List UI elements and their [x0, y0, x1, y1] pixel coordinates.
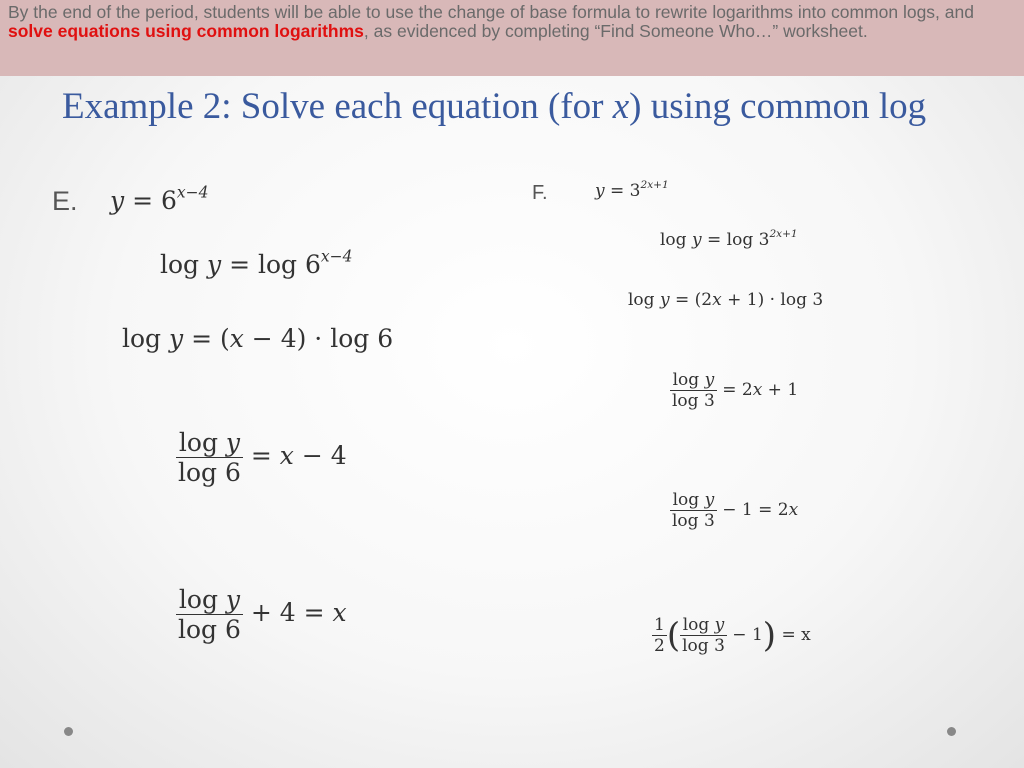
problem-f-step-2: log y = (2x + 1) · log 3: [628, 290, 824, 310]
objective-highlight: solve equations using common logarithms: [8, 21, 364, 41]
problem-f-label: F.: [532, 182, 548, 204]
objective-banner: [0, 0, 1024, 76]
problem-e-step-2: log y = (x − 4) · log 6: [122, 324, 394, 353]
fraction: $\frac{\text{log y}}{\log 6}$: [178, 585, 241, 644]
bullet-dot-right: [947, 727, 956, 736]
problem-f-given: $y = 3^{2x+1}$: [595, 179, 669, 201]
slide-title: [62, 84, 962, 130]
bullet-dot-left: [64, 727, 73, 736]
problem-e-given: $y = 6^{x-4}$: [110, 183, 209, 215]
title-text: Example 2: Solve each equation (for: [62, 86, 613, 127]
problem-e-step-4: $\frac{\text{log y}}{\log 6}$ + 4 = x: [178, 585, 347, 644]
fraction: $\frac{\text{log y}}{\log 6}$: [178, 428, 241, 487]
title-text-end: ) using common log: [629, 86, 927, 127]
problem-e-step-1: $\log y = \log 6^{x-4}$: [160, 247, 353, 279]
problem-f-step-3: $\frac{\text{log y}}{\log 3}$ = 2x + 1: [672, 370, 799, 411]
objective-text-end: , as evidenced by completing “Find Someone Who…” worksheet.: [363, 21, 868, 41]
objective-text: By the end of the period, students will be able to use the change of base formula to rewrite logarithms into common logs, and: [8, 2, 974, 22]
title-variable: x: [612, 86, 630, 127]
problem-f-step-5: $\frac{1}{2}$ ( $\frac{\text{log y}}{\log 3}$ − 1) = x: [654, 615, 811, 656]
problem-e-label: E.: [52, 186, 78, 216]
problem-e-step-3: $\frac{\text{log y}}{\log 6}$ = x − 4: [178, 428, 347, 487]
fraction-half: $\frac{1}{2}$: [654, 615, 665, 656]
fraction: $\frac{\text{log y}}{\log 3}$: [672, 370, 715, 411]
problem-f-step-1: $\log y = \log 3^{2x+1}$: [660, 228, 798, 250]
fraction: $\frac{\text{log y}}{\log 3}$: [672, 490, 715, 531]
problem-f-step-4: $\frac{\text{log y}}{\log 3}$ − 1 = 2x: [672, 490, 799, 531]
fraction: $\frac{\text{log y}}{\log 3}$: [682, 615, 725, 656]
